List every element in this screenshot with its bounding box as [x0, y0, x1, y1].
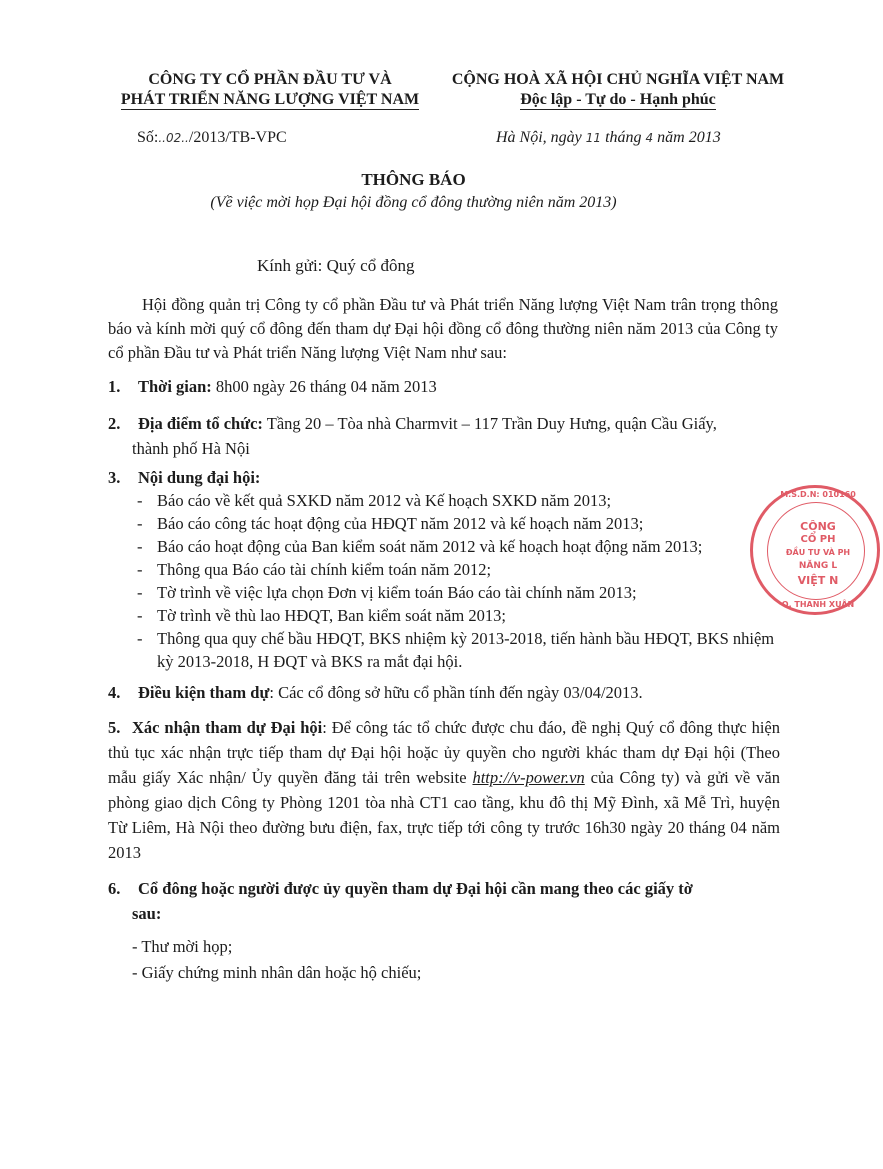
item-text: 8h00 ngày 26 tháng 04 năm 2013 — [211, 377, 437, 396]
item-label: Cổ đông hoặc người được ủy quyền tham dự Đại hội cần mang theo các giấy tờ — [138, 879, 693, 898]
intro-paragraph: Hội đồng quản trị Công ty cổ phần Đầu tư và Phát triển Năng lượng Việt Nam trân trọng thông báo và kính mời quý cổ đông đến tham dự Đại hội đồng cổ đông thường niên năm 2013 của Công ty cổ phần Đầu tư và Phát triển Năng lượng Việt Nam như sau: — [108, 295, 778, 362]
list-item: - Báo cáo về kết quả SXKD năm 2012 và Kế hoạch SXKD năm 2013; — [137, 491, 612, 510]
agenda-list — [137, 489, 787, 673]
item-label: Xác nhận tham dự Đại hội — [132, 718, 323, 737]
item-text: Tầng 20 – Tòa nhà Charmvit – 117 Trần Duy Hưng, quận Cầu Giấy, — [262, 414, 717, 433]
item-number: 6. — [108, 879, 121, 898]
list-item: - Giấy chứng minh nhân dân hoặc hộ chiếu; — [132, 963, 422, 982]
item-number: 4. — [108, 683, 121, 702]
item-text: : Để công tác tổ chức được chu đáo, đề nghị Quý cổ đông thực hiện thủ tục xác nhận trực tiếp tham dự Đại hội hoặc ủy quyền cho người khác tham dự Đại hội (Theo mẫu giấy Xác nhận/ Ủy quyền đăng tải trên website — [108, 718, 780, 787]
handwritten-day: 11 — [585, 131, 602, 145]
item-text-continued: của Công ty) và gửi về văn phòng giao dịch Công ty Phòng 1201 tòa nhà CT1 cao tầng, khu đô thị Mỹ Đình, xã Mễ Trì, huyện Từ Liêm, Hà Nội theo đường bưu điện, fax, trực tiếp tới công ty trước 16h30 ngày 20 tháng 04 năm 2013 — [108, 768, 780, 862]
documents-list — [132, 934, 421, 986]
item-number: 1. — [108, 377, 121, 396]
item-number: 5. — [108, 718, 121, 737]
number-suffix: /2013/TB-VPC — [188, 129, 287, 146]
nation-name: CỘNG HOÀ XÃ HỘI CHỦ NGHĨA VIỆT NAM — [451, 71, 785, 88]
date-year: năm 2013 — [657, 129, 721, 146]
company-header — [100, 70, 440, 110]
list-item: - Thư mời họp; — [132, 937, 233, 956]
list-item: - Thông qua Báo cáo tài chính kiểm toán năm 2012; — [137, 560, 492, 579]
document-date — [496, 129, 721, 147]
item-content — [108, 465, 780, 490]
national-motto: Độc lập - Tự do - Hạnh phúc — [520, 91, 716, 108]
salutation: Kính gửi: Quý cổ đông — [257, 256, 415, 275]
item-venue — [108, 411, 780, 461]
list-item: - Báo cáo công tác hoạt động của HĐQT năm 2012 và kế hoạch năm 2013; — [137, 514, 644, 533]
month-label: tháng — [605, 129, 642, 146]
item-condition — [108, 680, 780, 705]
item-documents — [108, 876, 780, 926]
company-name-line1: CÔNG TY CỔ PHẦN ĐẦU TƯ VÀ — [148, 71, 392, 88]
item-label: Địa điểm tổ chức: — [138, 414, 263, 433]
list-item: - Tờ trình về thù lao HĐQT, Ban kiểm soát năm 2013; — [137, 606, 506, 625]
item-text-continued: thành phố Hà Nội — [132, 439, 250, 458]
company-name-line2: PHÁT TRIỂN NĂNG LƯỢNG VIỆT NAM — [120, 91, 420, 108]
document-number — [137, 129, 287, 147]
national-header — [438, 70, 798, 110]
list-item: - Báo cáo hoạt động của Ban kiểm soát năm 2012 và kế hoạch hoạt động năm 2013; — [137, 537, 703, 556]
date-prefix: Hà Nội, ngày — [496, 129, 582, 146]
item-text: : Các cổ đông sở hữu cổ phần tính đến ngày 03/04/2013. — [269, 683, 643, 702]
handwritten-number: ..02.. — [158, 131, 189, 145]
document-subtitle: (Về việc mời họp Đại hội đồng cổ đông thường niên năm 2013) — [210, 194, 617, 211]
website-link[interactable]: http://v-power.vn — [472, 768, 585, 787]
document-title: THÔNG BÁO — [361, 170, 466, 189]
item-time — [108, 374, 780, 399]
list-item: - Thông qua quy chế bầu HĐQT, BKS nhiệm kỳ 2013-2018, tiến hành bầu HĐQT, BKS nhiệm kỳ 2013-2018, H ĐQT và BKS ra mắt đại hội. — [137, 629, 775, 671]
item-confirm — [108, 715, 780, 865]
number-prefix: Số: — [137, 129, 159, 146]
item-label: Nội dung đại hội: — [138, 468, 261, 487]
item-number: 2. — [108, 414, 121, 433]
item-label: Thời gian: — [138, 377, 212, 396]
list-item: - Tờ trình về việc lựa chọn Đơn vị kiểm toán Báo cáo tài chính năm 2013; — [137, 583, 637, 602]
item-label: Điều kiện tham dự — [138, 683, 270, 702]
company-seal-stamp: M.S.D.N: 010160 CÔNG CỔ PH ĐẦU TƯ VÀ PH NĂNG L VIỆT N Q. THANH XUÂN — [750, 485, 880, 615]
handwritten-month: 4 — [645, 131, 654, 145]
item-label-continued: sau: — [132, 904, 162, 923]
item-number: 3. — [108, 468, 121, 487]
